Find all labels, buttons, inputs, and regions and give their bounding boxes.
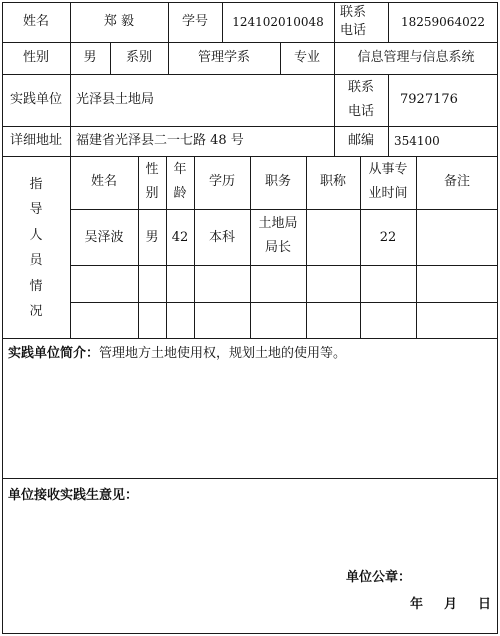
address-label: 详细地址 <box>9 133 62 148</box>
guide-section-char: 员 <box>29 253 43 268</box>
row-divider <box>2 126 498 127</box>
guide-header-age-line2: 龄 <box>173 186 187 201</box>
border-right <box>497 2 498 634</box>
postcode-value: 354100 <box>394 134 440 148</box>
guide-header-education: 学历 <box>208 174 235 189</box>
major-label: 专业 <box>293 50 320 65</box>
phone-label-line1: 联系 <box>340 5 367 20</box>
opinion-label: 单位接收实践生意见： <box>8 488 139 503</box>
guide-person-name: 吴泽波 <box>84 230 124 245</box>
guide-divider <box>360 156 361 338</box>
cell-divider <box>334 2 335 42</box>
border-bottom <box>2 633 498 634</box>
guide-divider <box>166 156 167 338</box>
guide-header-years-line2: 业时间 <box>368 186 408 201</box>
department-value: 管理学系 <box>197 50 250 65</box>
guide-section-char: 指 <box>29 177 43 192</box>
guide-header-name: 姓名 <box>90 174 117 189</box>
unit-phone-value: 7927176 <box>400 92 458 107</box>
phone-value: 18259064022 <box>401 15 485 29</box>
guide-person-position-line1: 土地局 <box>258 216 298 231</box>
phone-label-line2: 电话 <box>340 23 367 38</box>
row-divider <box>2 478 498 479</box>
guide-person-gender: 男 <box>145 230 159 245</box>
major-value: 信息管理与信息系统 <box>357 50 475 65</box>
student-id-label: 学号 <box>181 14 208 29</box>
date-month: 月 <box>444 597 458 612</box>
guide-header-age-line1: 年 <box>173 162 187 177</box>
unit-phone-label-line1: 联系 <box>347 80 374 95</box>
intro-line <box>8 346 346 362</box>
guide-person-years: 22 <box>379 230 397 245</box>
row-divider <box>2 74 498 75</box>
intro-label: 实践单位简介 <box>8 346 87 361</box>
guide-header-title: 职称 <box>319 174 346 189</box>
postcode-label: 邮编 <box>347 133 374 148</box>
guide-section-char: 人 <box>29 228 43 243</box>
unit-value: 光泽县土地局 <box>76 92 155 107</box>
date-day: 日 <box>478 597 492 612</box>
border-top <box>2 2 498 3</box>
guide-header-gender-line2: 别 <box>145 186 159 201</box>
name-label: 姓名 <box>22 14 49 29</box>
guide-header-gender-line1: 性 <box>145 162 159 177</box>
guide-header-notes: 备注 <box>443 174 470 189</box>
guide-header-position: 职务 <box>264 174 291 189</box>
guide-section-char: 况 <box>29 304 43 319</box>
guide-row-divider <box>70 265 498 266</box>
cell-divider <box>70 74 71 156</box>
guide-person-education: 本科 <box>208 230 235 245</box>
address-value: 福建省光泽县二一七路 48 号 <box>76 133 244 148</box>
gender-label: 性别 <box>22 50 49 65</box>
intro-colon: ： <box>86 346 100 361</box>
guide-header-years-line1: 从事专 <box>368 162 408 177</box>
guide-divider <box>138 156 139 338</box>
internship-form <box>2 2 498 634</box>
cell-divider <box>388 74 389 156</box>
gender-value: 男 <box>83 50 97 65</box>
name-value: 郑 毅 <box>103 14 135 29</box>
unit-phone-label-line2: 电话 <box>347 104 374 119</box>
department-label: 系别 <box>125 50 152 65</box>
guide-row-divider <box>70 209 498 210</box>
intro-text: 管理地方土地使用权，规划土地的使用等。 <box>99 346 347 361</box>
guide-section-char: 情 <box>29 279 43 294</box>
guide-row-divider <box>70 302 498 303</box>
seal-label: 单位公章： <box>346 570 412 585</box>
student-id-value: 124102010048 <box>232 15 324 29</box>
guide-person-position-line2: 局长 <box>264 240 291 255</box>
guide-section-char: 导 <box>29 202 43 217</box>
date-year: 年 <box>410 597 424 612</box>
guide-person-age: 42 <box>171 230 189 245</box>
row-divider <box>2 338 498 339</box>
unit-label: 实践单位 <box>9 92 62 107</box>
row-divider <box>2 42 498 43</box>
